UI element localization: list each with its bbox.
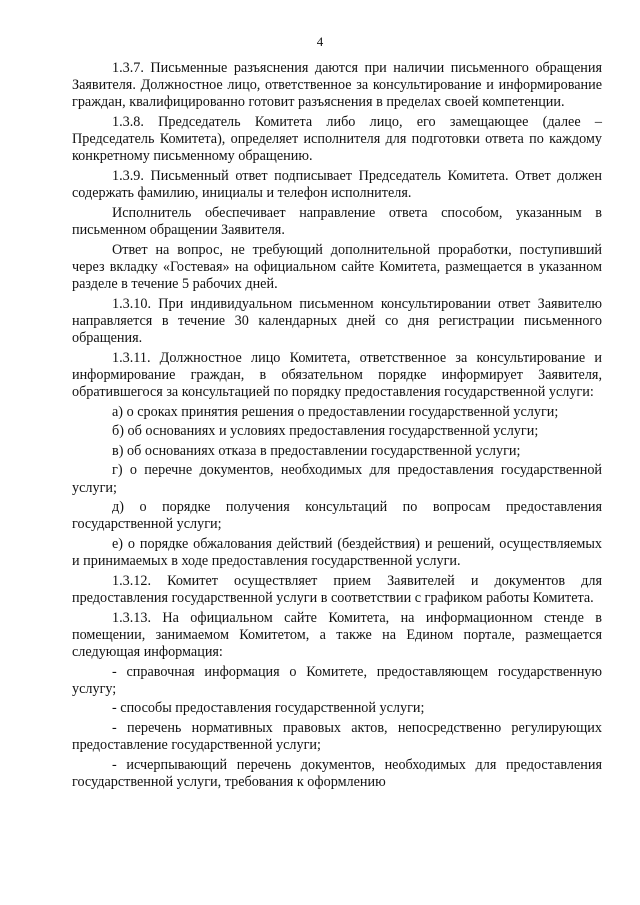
paragraph-1-3-9: 1.3.9. Письменный ответ подписывает Председатель Комитета. Ответ должен содержать фамилию, инициалы и телефон исполнителя.	[72, 168, 602, 202]
paragraph-1-3-11: 1.3.11. Должностное лицо Комитета, ответственное за консультирование и информирование граждан, в обязательном порядке информирует Заявителя, обратившегося за консультацией по порядку предоставления государственной услуги:	[72, 349, 602, 400]
paragraph-1-3-13: 1.3.13. На официальном сайте Комитета, на информационном стенде в помещении, занимаемом Комитетом, а также на Едином портале, размещается следующая информация:	[72, 609, 602, 660]
list-item-a: а) о сроках принятия решения о предоставлении государственной услуги;	[112, 403, 559, 420]
list-item-b: б) об основаниях и условиях предоставления государственной услуги;	[112, 423, 539, 440]
list-item-d: д) о порядке получения консультаций по вопросам предоставления государственной услуги;	[72, 499, 602, 533]
list-item-documents: - исчерпывающий перечень документов, необходимых для предоставления государственной услуги, требования к оформлению	[72, 756, 602, 790]
paragraph-executor: Исполнитель обеспечивает направление ответа способом, указанным в письменном обращении Заявителя.	[72, 204, 602, 238]
paragraph-1-3-7: 1.3.7. Письменные разъяснения даются при наличии письменного обращения Заявителя. Должностное лицо, ответственное за консультирование и информирование граждан, квалифицированно готовит разъяснения в пределах своей компетенции.	[72, 60, 602, 111]
list-item-v: в) об основаниях отказа в предоставлении государственной услуги;	[112, 442, 521, 459]
list-item-reference-info: - справочная информация о Комитете, предоставляющем государственную услугу;	[72, 663, 602, 697]
paragraph-1-3-10: 1.3.10. При индивидуальном письменном консультировании ответ Заявителю направляется в течение 30 календарных дней со дня регистрации письменного обращения.	[72, 295, 602, 346]
paragraph-guestbook-answer: Ответ на вопрос, не требующий дополнительной проработки, поступивший через вкладку «Гостевая» на официальном сайте Комитета, размещается в указанном разделе в течение 5 рабочих дней.	[72, 241, 602, 292]
list-item-e: е) о порядке обжалования действий (бездействия) и решений, осуществляемых и принимаемых в ходе предоставления государственной услуги.	[72, 535, 602, 570]
list-item-legal-acts: - перечень нормативных правовых актов, непосредственно регулирующих предоставление государственной услуги;	[72, 719, 602, 754]
list-item-g: г) о перечне документов, необходимых для предоставления государственной услуги;	[72, 462, 602, 496]
list-item-methods: - способы предоставления государственной услуги;	[112, 700, 425, 717]
paragraph-1-3-12: 1.3.12. Комитет осуществляет прием Заявителей и документов для предоставления государственной услуги в соответствии с графиком работы Комитета.	[72, 572, 602, 606]
paragraph-1-3-8: 1.3.8. Председатель Комитета либо лицо, его замещающее (далее – Председатель Комитета), определяет исполнителя для подготовки ответа по каждому конкретному письменному обращению.	[72, 114, 602, 165]
document-body	[72, 60, 602, 791]
page-number: 4	[316, 34, 324, 49]
